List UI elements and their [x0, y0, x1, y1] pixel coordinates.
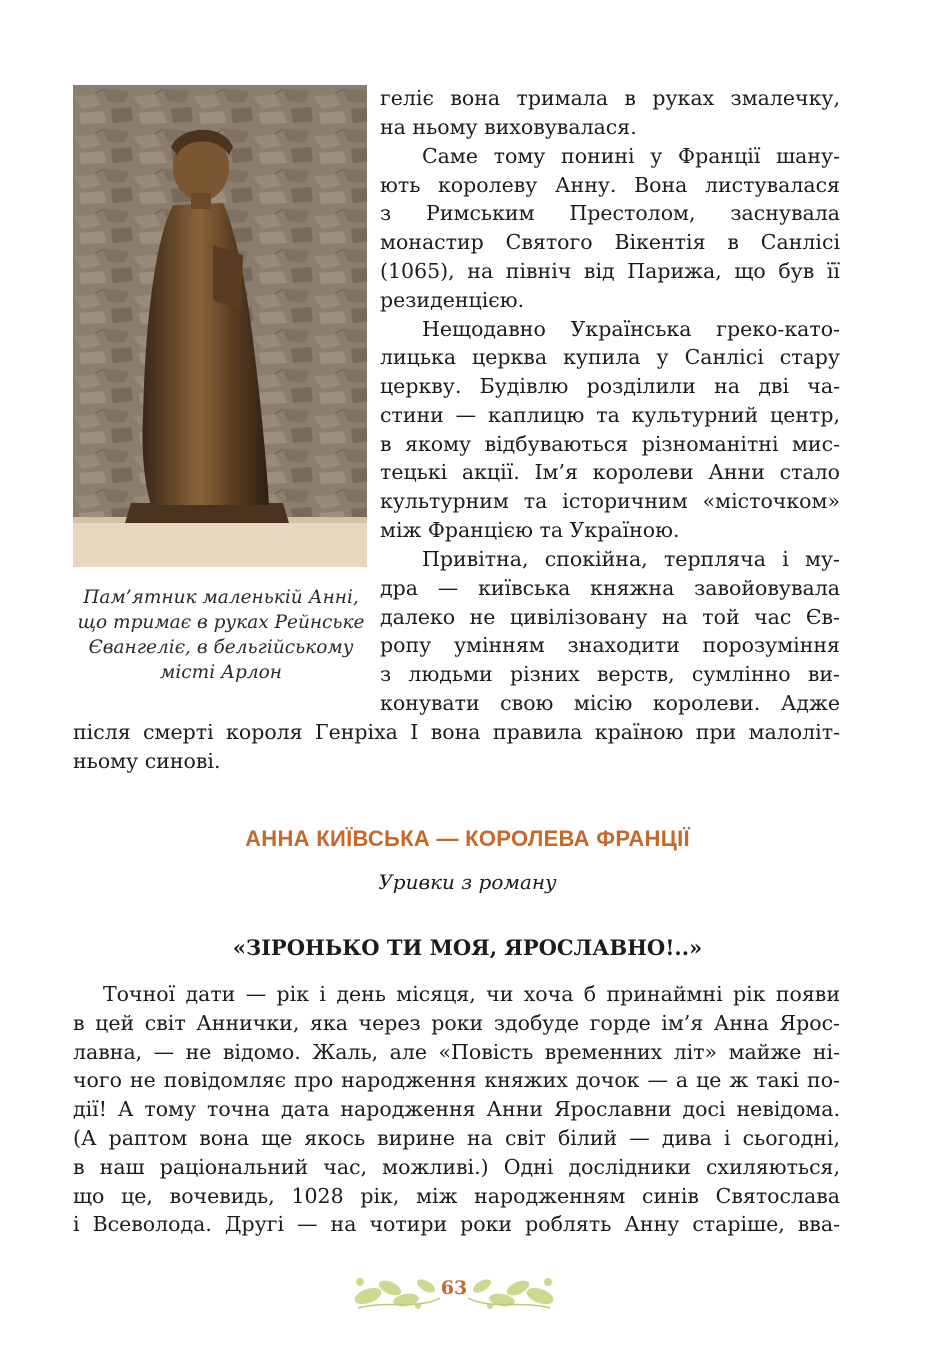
text-line: і Всеволода. Другі — на чотири роки роблять Анну старіше, вва- — [73, 1212, 840, 1236]
text-line: чого не повідомляє про народження княжих дочок — а це ж такі по- — [73, 1068, 840, 1092]
section-title: АННА КИЇВСЬКА — КОРОЛЕВА ФРАНЦІЇ — [245, 826, 690, 851]
photo-caption — [70, 585, 372, 685]
text-line: Привітна, спокійна, терпляча і му- — [422, 547, 840, 571]
text-line: дії! А тому точна дата народження Анни Ярославни досі невідома. — [73, 1097, 840, 1121]
text-line: Нещодавно Українська греко-като- — [422, 317, 840, 341]
text-line: ньому синові. — [73, 749, 221, 773]
text-line: конувати свою місію королеви. Адже — [380, 691, 840, 715]
statue-photo — [73, 85, 367, 567]
text-line: після смерті короля Генріха І вона правила країною при малоліт- — [73, 720, 840, 744]
text-line: Точної дати — рік і день місяця, чи хоча б принаймні рік появи — [103, 982, 840, 1006]
text-line: лавна, — не відомо. Жаль, але «Повість временних літ» майже ні- — [73, 1040, 840, 1064]
caption-line: Пам’ятник маленькій Анні, — [83, 587, 359, 608]
text-line: культурним та історичним «місточком» — [380, 489, 840, 513]
caption-line: Євангеліє, в бельгійському — [88, 637, 354, 658]
text-line: резиденцією. — [380, 288, 525, 312]
text-line: ропу умінням знаходити порозуміння — [380, 633, 840, 657]
text-line: з Римським Престолом, заснувала — [380, 201, 840, 225]
text-line: стини — каплицю та культурний центр, — [380, 403, 840, 427]
text-line: в якому відбуваються різноманітні мис- — [380, 432, 840, 456]
section-subtitle: Уривки з роману — [378, 870, 557, 894]
text-line: Саме тому понині у Франції шану- — [422, 144, 840, 168]
text-line: між Францією та Україною. — [380, 518, 680, 542]
page-number: 63 — [440, 1277, 468, 1299]
text-line: (1065), на північ від Парижа, що був її — [380, 259, 840, 283]
text-line: ють королеву Анну. Вона листувалася — [380, 173, 840, 197]
text-line: монастир Святого Вікентія в Санлісі — [380, 230, 840, 254]
text-line: на ньому виховувалася. — [380, 115, 637, 139]
text-line: лицька церква купила у Санлісі стару — [380, 345, 840, 369]
text-line: церкву. Будівлю розділили на дві ча- — [380, 374, 840, 398]
text-line: з людьми різних верств, сумлінно ви- — [380, 662, 840, 686]
text-line: далеко не цивілізовану на той час Єв- — [380, 605, 840, 629]
text-line: тецькі акції. Ім’я королеви Анни стало — [380, 460, 840, 484]
text-line: геліє вона тримала в руках змалечку, — [380, 86, 840, 110]
text-line: в наш раціональний час, можливі.) Одні дослідники схиляються, — [73, 1155, 840, 1179]
caption-line: що тримає в руках Рейнське — [77, 612, 365, 633]
caption-line: місті Арлон — [160, 662, 282, 683]
text-line: в цей світ Аннички, яка через роки здобуде горде ім’я Анна Ярос- — [73, 1011, 840, 1035]
text-line: дра — київська княжна завойовувала — [380, 576, 840, 600]
text-line: що це, вочевидь, 1028 рік, між народженням синів Святослава — [73, 1184, 840, 1208]
chapter-title: «ЗІРОНЬКО ТИ МОЯ, ЯРОСЛАВНО!..» — [232, 935, 703, 960]
text-line: (А раптом вона ще якось вирине на світ білий — дива і сьогодні, — [73, 1126, 840, 1150]
